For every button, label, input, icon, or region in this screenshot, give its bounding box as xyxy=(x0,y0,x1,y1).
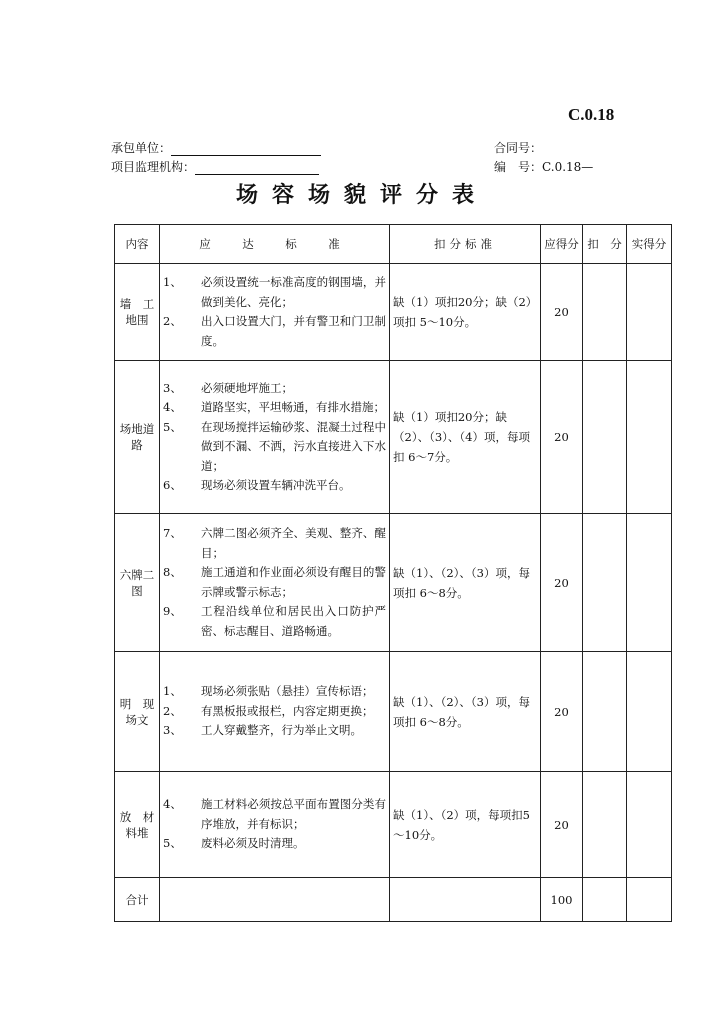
contractor-blank[interactable] xyxy=(171,143,321,156)
table-row xyxy=(115,514,672,652)
contract-no-label: 合同号： xyxy=(494,141,543,155)
full-score-cell: 20 xyxy=(541,514,583,652)
deduction-cell: 缺（1）、（2）、（3）项，每项扣 6～8分。 xyxy=(390,652,541,772)
col-header-standard: 应 达 标 准 xyxy=(160,225,390,264)
header-row xyxy=(115,225,672,264)
criteria-item: 4、 道路坚实，平坦畅通，有排水措施； xyxy=(163,400,385,414)
criteria-item: 4、 施工材料必须按总平面布置图分类有序堆放，并有标识； xyxy=(163,797,386,831)
form-code: C.0.18 xyxy=(568,105,615,124)
full-score-cell: 20 xyxy=(541,361,583,514)
criteria-item: 9、 工程沿线单位和居民出入口防护严密、标志醒目、道路畅通。 xyxy=(163,604,386,638)
score-table xyxy=(114,224,672,922)
criteria-item: 3、 工人穿戴整齐，行为举止文明。 xyxy=(163,723,362,738)
total-label: 合计 xyxy=(115,878,160,922)
supervisor-label: 项目监理机构： xyxy=(111,160,196,174)
table-row xyxy=(115,264,672,361)
criteria-item: 6、 现场必须设置车辆冲洗平台。 xyxy=(163,478,351,492)
full-score-cell: 20 xyxy=(541,652,583,772)
actual-score-cell[interactable] xyxy=(627,652,672,772)
criteria-cell xyxy=(160,361,390,514)
criteria-item: 1、 必须设置统一标准高度的钢围墙，并做到美化、亮化； xyxy=(163,275,386,309)
total-row xyxy=(115,878,672,922)
col-header-deduct: 扣 分 xyxy=(583,225,627,264)
criteria-item: 5、 在现场搅拌运输砂浆、混凝土过程中做到不漏、不洒，污水直接进入下水道； xyxy=(163,419,386,473)
deduct-cell[interactable] xyxy=(583,514,627,652)
criteria-cell xyxy=(160,514,390,652)
col-header-deduction-standard: 扣分标准 xyxy=(390,225,541,264)
total-actual-cell[interactable] xyxy=(627,878,672,922)
deduction-cell: 缺（1）项扣20分；缺（2）项扣 5～10分。 xyxy=(390,264,541,361)
full-score-cell: 20 xyxy=(541,772,583,878)
criteria-item: 2、 有黑板报或报栏，内容定期更换； xyxy=(163,703,374,718)
supervisor-field xyxy=(111,158,319,175)
deduct-cell[interactable] xyxy=(583,652,627,772)
col-header-full-score: 应得分 xyxy=(541,225,583,264)
actual-score-cell[interactable] xyxy=(627,772,672,878)
criteria-cell xyxy=(160,772,390,878)
contractor-label: 承包单位： xyxy=(111,141,172,155)
deduct-cell[interactable] xyxy=(583,361,627,514)
actual-score-cell[interactable] xyxy=(627,361,672,514)
category-cell: 明 现场文 xyxy=(115,652,160,772)
col-header-actual-score: 实得分 xyxy=(627,225,672,264)
criteria-item: 8、 施工通道和作业面必须设有醒目的警示牌或警示标志； xyxy=(163,565,386,599)
category-cell: 六牌二图 xyxy=(115,514,160,652)
page-title: 场容场貌评分表 xyxy=(235,182,488,208)
actual-score-cell[interactable] xyxy=(627,264,672,361)
total-deduction-cell xyxy=(390,878,541,922)
deduct-cell[interactable] xyxy=(583,264,627,361)
col-header-content: 内容 xyxy=(115,225,160,264)
supervisor-blank[interactable] xyxy=(195,162,319,175)
serial-label: 编 号：C.0.18— xyxy=(494,160,594,174)
criteria-item: 5、 废料必须及时清理。 xyxy=(163,836,305,851)
actual-score-cell[interactable] xyxy=(627,514,672,652)
table-row xyxy=(115,652,672,772)
full-score-cell: 20 xyxy=(541,264,583,361)
contractor-field xyxy=(111,139,321,156)
category-cell: 场地道路 xyxy=(115,361,160,514)
criteria-item: 3、 必须硬地坪施工； xyxy=(163,380,293,395)
deduction-cell: 缺（1）、（2）项，每项扣5～10分。 xyxy=(390,772,541,878)
category-cell: 放 材料堆 xyxy=(115,772,160,878)
total-standard-cell xyxy=(160,878,390,922)
category-cell: 墙 工地围 xyxy=(115,264,160,361)
criteria-item: 7、 六牌二图必须齐全、美观、整齐、醒目； xyxy=(163,526,386,560)
total-deduct-cell[interactable] xyxy=(583,878,627,922)
table-row xyxy=(115,361,672,514)
total-score: 100 xyxy=(541,878,583,922)
criteria-item: 2、 出入口设置大门，并有警卫和门卫制度。 xyxy=(163,314,386,348)
criteria-cell xyxy=(160,264,390,361)
table-row xyxy=(115,772,672,878)
deduct-cell[interactable] xyxy=(583,772,627,878)
criteria-cell xyxy=(160,652,390,772)
deduction-cell: 缺（1）、（2）、（3）项，每项扣 6～8分。 xyxy=(390,514,541,652)
criteria-item: 1、 现场必须张贴（悬挂）宣传标语； xyxy=(163,684,374,699)
deduction-cell: 缺（1）项扣20分；缺（2）、（3）、（4）项，每项扣 6～7分。 xyxy=(390,361,541,514)
